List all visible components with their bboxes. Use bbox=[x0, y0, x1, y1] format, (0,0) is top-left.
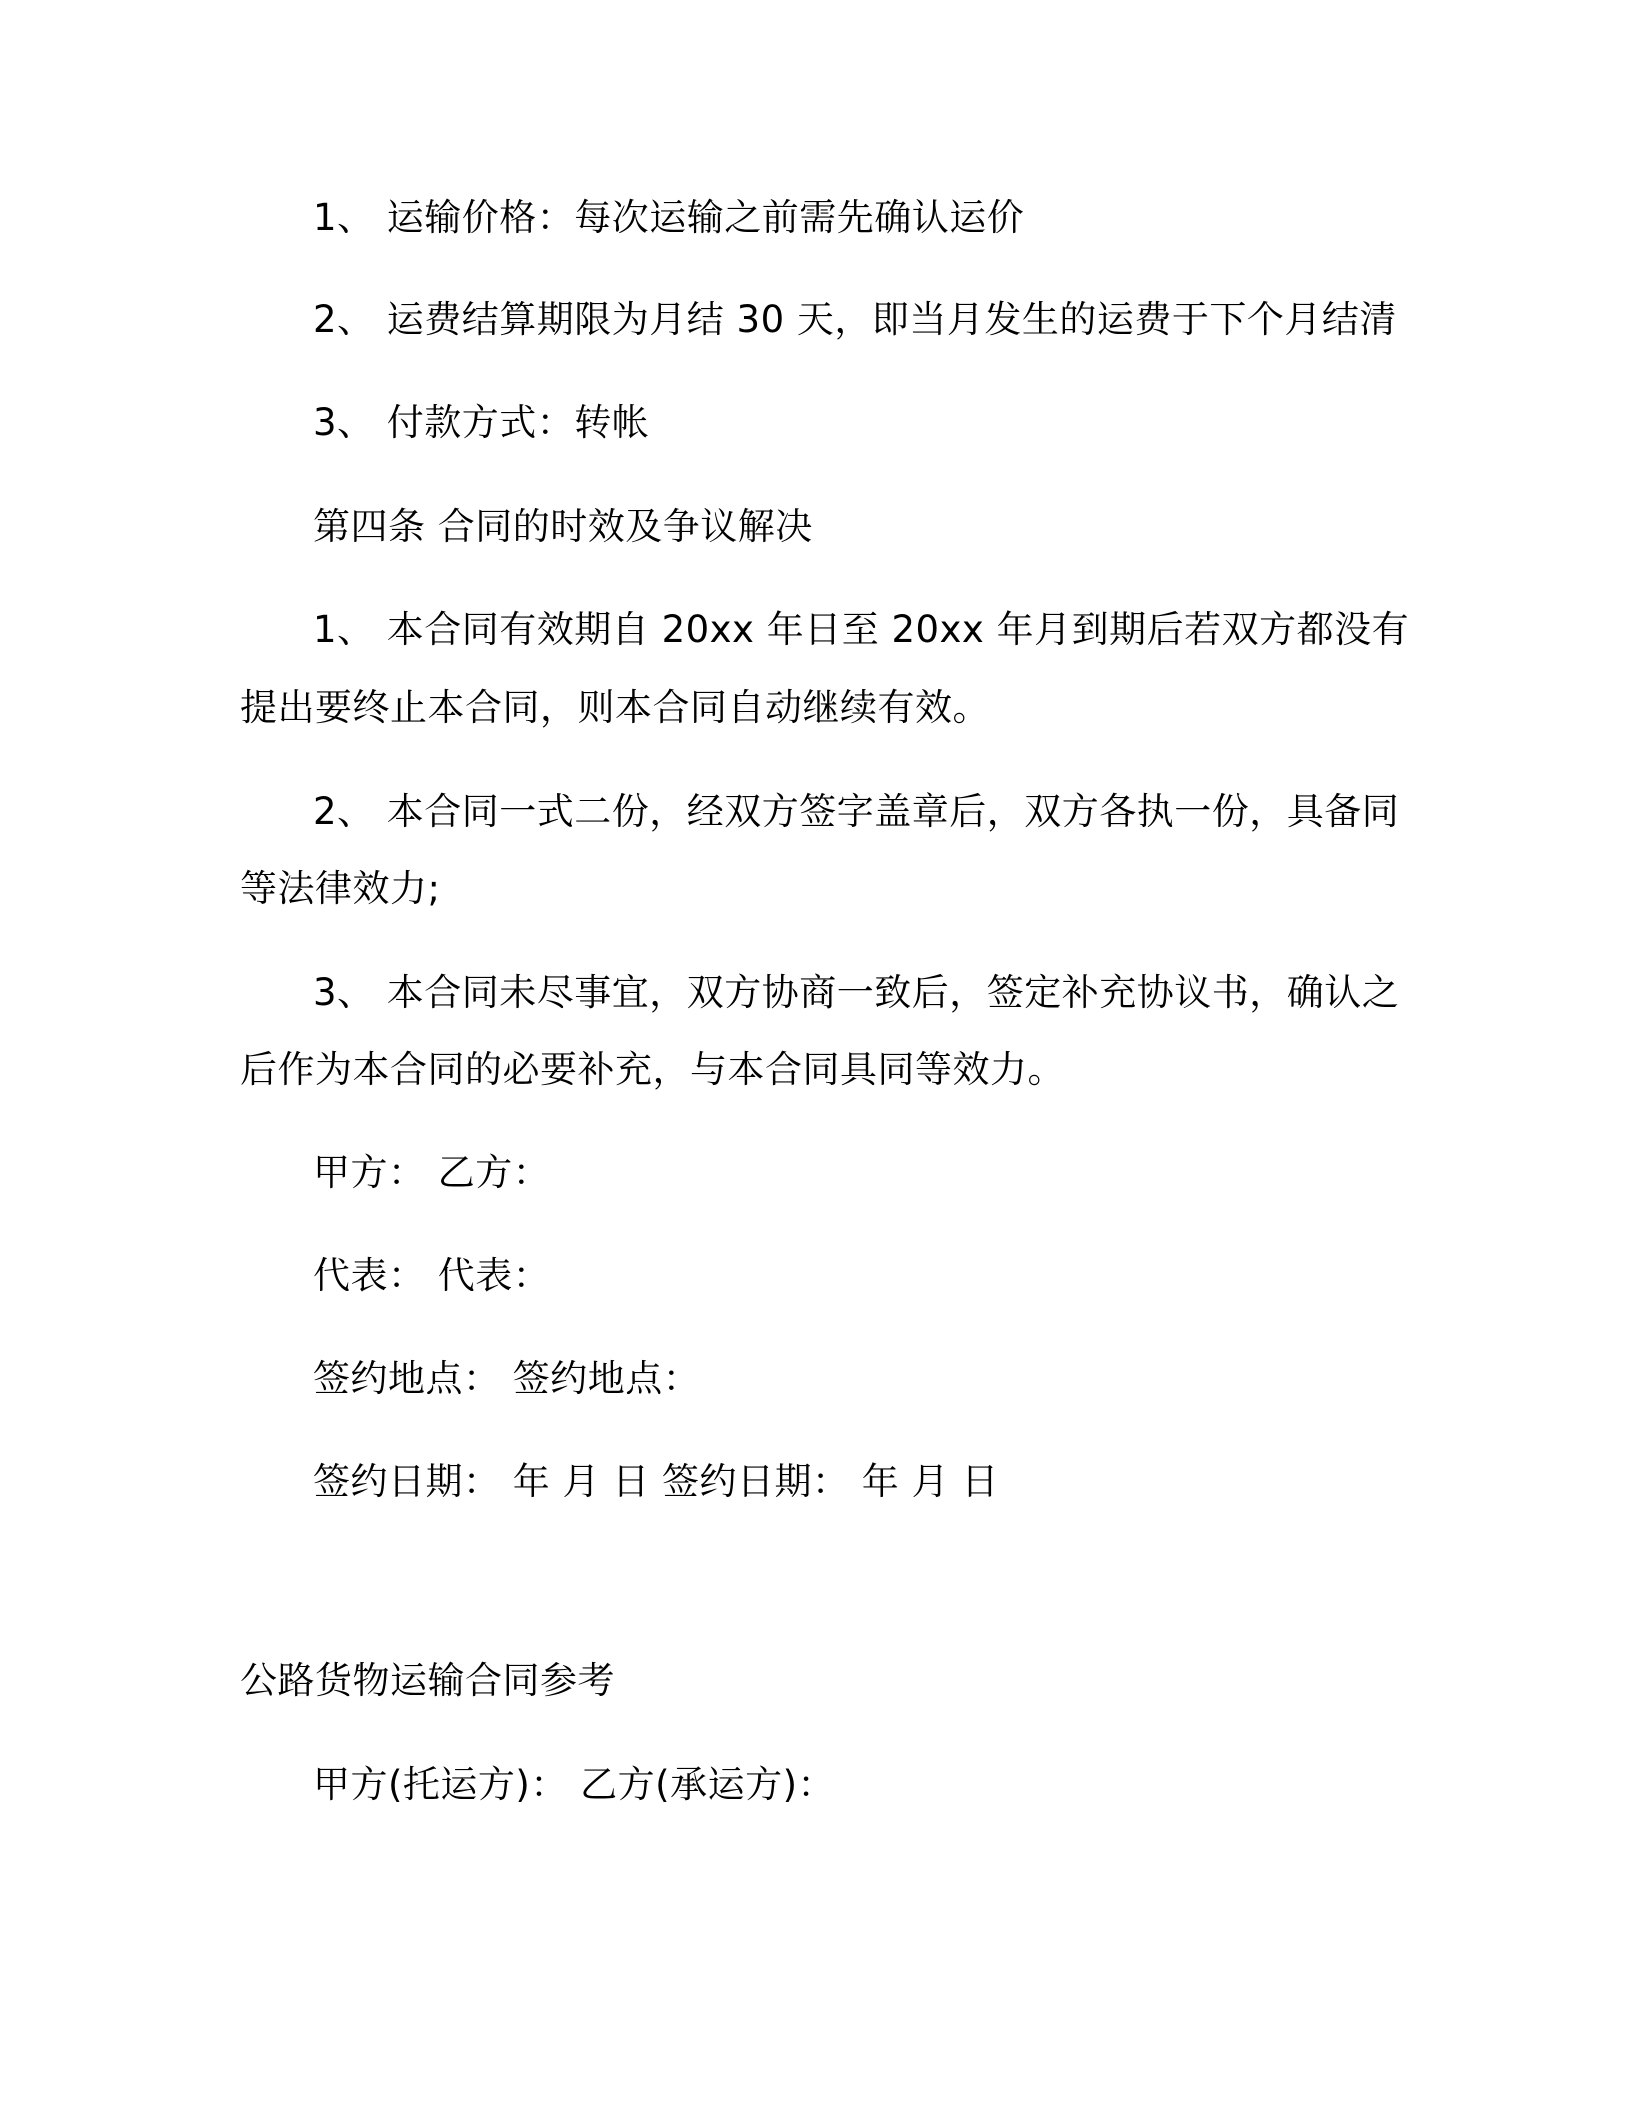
payment-item-3: 3、 付款方式：转帐 bbox=[313, 401, 650, 444]
payment-item-1: 1、 运输价格：每次运输之前需先确认运价 bbox=[313, 196, 1025, 239]
signature-parties: 甲方： 乙方： bbox=[313, 1151, 551, 1194]
signature-places: 签约地点： 签约地点： bbox=[313, 1357, 701, 1400]
article4-item-3-line1: 3、 本合同未尽事宜，双方协商一致后，签定补充协议书，确认之 bbox=[313, 971, 1400, 1014]
article4-item-3-line2: 后作为本合同的必要补充，与本合同具同等效力。 bbox=[240, 1048, 1065, 1091]
signature-dates: 签约日期： 年 月 日 签约日期： 年 月 日 bbox=[313, 1460, 999, 1503]
next-contract-title: 公路货物运输合同参考 bbox=[240, 1659, 615, 1702]
article4-item-2-line1: 2、 本合同一式二份，经双方签字盖章后，双方各执一份，具备同 bbox=[313, 790, 1400, 833]
article4-heading: 第四条 合同的时效及争议解决 bbox=[313, 505, 813, 548]
next-contract-parties: 甲方(托运方)： 乙方(承运方)： bbox=[313, 1763, 836, 1806]
article4-item-2-line2: 等法律效力; bbox=[240, 867, 441, 910]
signature-representatives: 代表： 代表： bbox=[313, 1254, 551, 1297]
article4-item-1-line1: 1、 本合同有效期自 20xx 年日至 20xx 年月到期后若双方都没有 bbox=[313, 608, 1410, 651]
article4-item-1-line2: 提出要终止本合同，则本合同自动继续有效。 bbox=[240, 686, 990, 729]
payment-item-2: 2、 运费结算期限为月结 30 天，即当月发生的运费于下个月结清 bbox=[313, 298, 1397, 341]
